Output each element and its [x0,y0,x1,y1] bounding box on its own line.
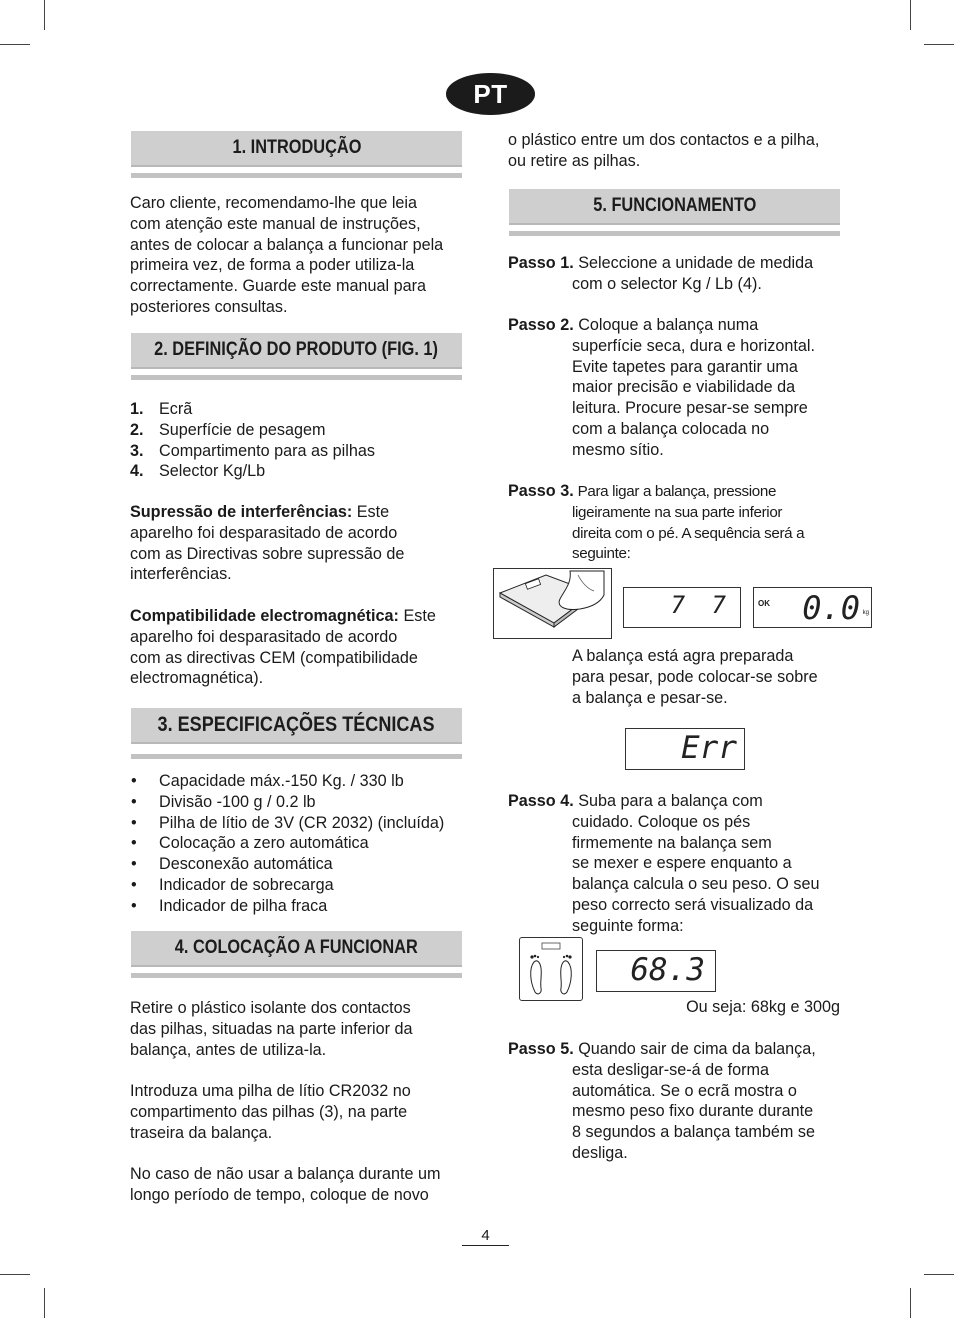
setup-paragraph-2: Introduza uma pilha de lítio CR2032 no compartimento das pilhas (3), na parte traseira da balança. [130,1082,411,1142]
list-item: • Pilha de lítio de 3V (CR 2032) (incluída) [131,813,445,832]
page-number-underline [462,1245,509,1246]
step-4: Passo 4. Suba para a balança com cuidado. Coloque os pés firmemente na balança sem se mexer e espere enquanto a balança calcula o seu peso. O seu peso correcto será visualizado da seguinte forma: [508,792,820,935]
section-header-colocacao: 4. COLOCAÇÃO A FUNCIONAR [131,931,462,967]
header-underline [131,973,462,978]
scale-press-illustration [493,568,612,639]
lcd-display-zero: OK 0.0 kg [753,587,872,628]
crop-mark [44,1288,45,1318]
setup-paragraph-3-continued: o plástico entre um dos contactos e a pilha, ou retire as pilhas. [508,131,820,170]
specifications-list [130,771,444,917]
step-3: Passo 3. Para ligar a balança, pressione ligeiramente na sua parte inferior direita com o pé. A sequência será a seguinte: [508,482,805,563]
header-underline [509,231,840,236]
list-item: • Desconexão automática [131,855,333,874]
list-item: 4. Selector Kg/Lb [130,462,266,481]
list-item: 3. Compartimento para as pilhas [130,441,375,460]
header-underline [131,754,462,759]
interference-suppression-paragraph: Supressão de interferências: Este aparelho foi desparasitado de acordo com as Directivas sobre supressão de interferências. [130,503,405,584]
list-item: • Divisão -100 g / 0.2 lb [131,792,316,811]
emc-paragraph: Compatibilidade electromagnética: Este aparelho foi desparasitado de acordo com as directivas CEM (compatibilidade electromagnética). [130,607,436,688]
footprints-scale-icon [519,937,583,1001]
ready-paragraph: A balança está agra preparada para pesar, pode colocar-se sobre a balança e pesar-se. [572,647,818,707]
crop-mark [44,0,45,30]
intro-paragraph: Caro cliente, recomendamo-lhe que leia com atenção este manual de instruções, antes de colocar a balança a funcionar pela primeira vez, de forma a poder utiliza-la correctamente. Guarde este manual para posteriores consultas. [130,194,444,316]
step-5: Passo 5. Quando sair de cima da balança, esta desligar-se-á de forma automática. Se o ecrã mostra o mesmo peso fixo durante durante 8 segundos a balança também se desliga. [508,1040,816,1162]
list-item: • Capacidade máx.-150 Kg. / 330 lb [131,772,404,790]
step-1: Passo 1. Seleccione a unidade de medida com o selector Kg / Lb (4). [508,254,814,293]
crop-mark [910,1288,911,1318]
section-header-funcionamento: 5. FUNCIONAMENTO [509,189,840,225]
lcd-display-weight: 68.3 [596,950,716,992]
header-underline [131,173,462,178]
list-item: • Indicador de sobrecarga [131,875,334,894]
setup-paragraph-3: No caso de não usar a balança durante um longo período de tempo, coloque de novo [130,1165,441,1204]
crop-mark [924,44,954,45]
section-header-introducao: 1. INTRODUÇÃO [131,131,462,167]
list-item: 1. Ecrã [130,400,193,418]
page-number: 4 [481,1227,490,1244]
crop-mark [0,44,30,45]
section-header-especificacoes: 3. ESPECIFICAÇÕES TÉCNICAS [131,708,462,744]
lcd-display-startup: 7 7 [623,587,741,628]
weight-caption: Ou seja: 68kg e 300g [686,998,840,1016]
setup-paragraph-1: Retire o plástico isolante dos contactos das pilhas, situadas na parte inferior da balança, antes de utiliza-la. [130,999,413,1059]
crop-mark [924,1274,954,1275]
crop-mark [910,0,911,30]
step-2: Passo 2. Coloque a balança numa superfície seca, dura e horizontal. Evite tapetes para garantir uma maior precisão e viabilidade da leitura. Procure pesar-se sempre com a balança colocada no mesmo sítio. [508,316,815,459]
list-item: • Indicador de pilha fraca [131,896,328,915]
language-badge: PT [446,73,535,115]
list-item: 2. Superfície de pesagem [130,420,326,439]
section-header-definicao: 2. DEFINIÇÃO DO PRODUTO (FIG. 1) [131,333,462,369]
list-item: • Colocação a zero automática [131,834,369,853]
lcd-display-error: Err [625,728,745,770]
crop-mark [0,1274,30,1275]
header-underline [131,375,462,380]
product-parts-list [130,399,375,482]
